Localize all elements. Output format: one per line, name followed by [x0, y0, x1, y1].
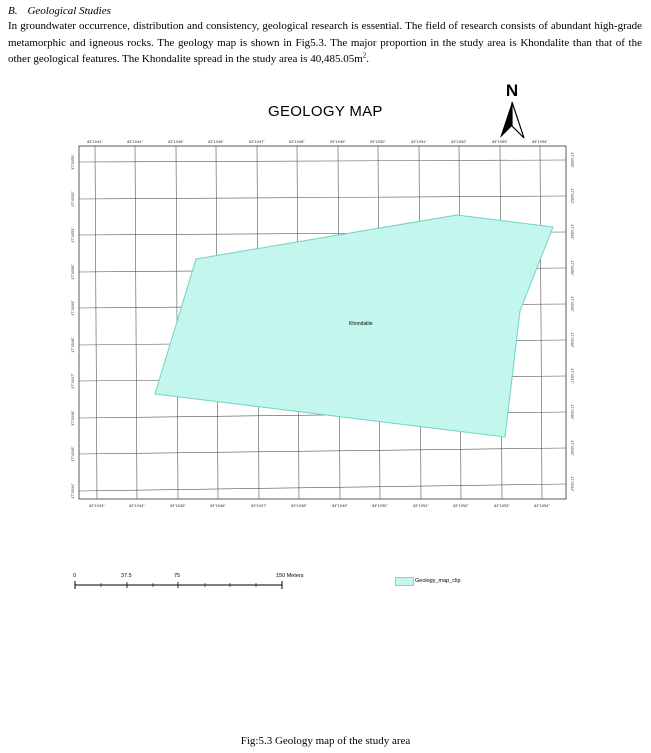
bottom-coordinate-label: 83°19'47" [251, 504, 267, 508]
bottom-coordinate-label: 83°19'51" [413, 504, 429, 508]
top-coordinate-label: 83°19'50" [370, 140, 386, 144]
top-coordinate-label: 83°19'41" [87, 140, 103, 144]
top-coordinate-label: 83°19'48" [289, 140, 305, 144]
paragraph-superscript: 2 [362, 51, 367, 60]
left-coordinate-label: 17°43'50" [71, 264, 75, 280]
left-coordinate-label: 17°43'47" [71, 373, 75, 389]
left-coordinate-label: 17°43'44" [71, 483, 75, 499]
bottom-coordinate-label: 83°19'43" [89, 504, 105, 508]
top-coordinate-label: 83°19'53" [492, 140, 508, 144]
left-coordinate-label: 17°43'46" [71, 410, 75, 426]
paragraph-text: In groundwater occurrence, distribution and consistency, geological research is essential. The field of research consists of abundant high-grade metamorphic and igneous rocks. The geology map is shown in Fig5.3. The major proportion in the study area is Khondalite than that of the other geological features. The Khondalite spread in the study area is 40,485.05m [8, 20, 642, 65]
graticule-parallel [79, 484, 566, 491]
top-coordinate-label: 83°19'47" [249, 140, 265, 144]
right-coordinate-label: 17°43'53" [570, 152, 574, 168]
bottom-coordinate-label: 83°19'48" [291, 504, 307, 508]
paragraph-end: . [366, 53, 369, 65]
legend-swatch [395, 577, 414, 586]
right-coordinate-label: 17°43'48" [570, 332, 574, 348]
bottom-coordinate-label: 83°19'50" [372, 504, 388, 508]
scale-label-0: 0 [73, 573, 77, 579]
north-letter: N [505, 81, 519, 100]
bottom-coordinate-label: 83°19'52" [453, 504, 469, 508]
left-coordinate-label: 17°43'53" [71, 154, 75, 170]
top-coordinate-label: 83°19'49" [330, 140, 346, 144]
graticule-meridian [540, 146, 542, 499]
figure-caption: Fig:5.3 Geology map of the study area [240, 735, 411, 747]
section-title: Geological Studies [27, 5, 111, 17]
legend-label: Geology_map_clip [415, 578, 461, 584]
top-coordinate-label: 83°19'44" [127, 140, 143, 144]
right-coordinate-label: 17°43'44" [570, 476, 574, 492]
graticule-parallel [79, 160, 566, 162]
right-coordinate-label: 17°43'49" [570, 296, 574, 312]
left-coordinate-label: 17°43'48" [71, 337, 75, 353]
scale-label-150: 150 Meters [276, 573, 304, 579]
right-coordinate-label: 17°43'52" [570, 188, 574, 204]
top-coordinate-label: 83°19'54" [532, 140, 548, 144]
left-coordinate-label: 17°43'51" [71, 227, 75, 243]
right-coordinate-label: 17°43'46" [570, 404, 574, 420]
scale-bar [75, 581, 282, 589]
right-coordinate-label: 17°43'47" [570, 368, 574, 384]
graticule-parallel [79, 448, 566, 454]
bottom-coordinate-label: 83°19'46" [210, 504, 226, 508]
right-coordinate-label: 17°43'51" [570, 224, 574, 240]
scale-label-37-5: 37.5 [121, 573, 132, 579]
right-coordinate-label: 17°43'50" [570, 260, 574, 276]
top-coordinate-label: 83°19'51" [411, 140, 427, 144]
bottom-coordinate-label: 83°19'54" [534, 504, 550, 508]
graticule-parallel [79, 196, 566, 199]
map-title: GEOLOGY MAP [268, 103, 383, 120]
bottom-coordinate-label: 83°19'49" [332, 504, 348, 508]
khondalite-label: Khondalite [349, 321, 373, 327]
right-coordinate-label: 17°43'45" [570, 440, 574, 456]
top-coordinate-label: 83°19'46" [168, 140, 184, 144]
top-coordinate-label: 83°19'52" [451, 140, 467, 144]
bottom-coordinate-label: 83°19'45" [170, 504, 186, 508]
section-number: B. [8, 5, 18, 17]
top-coordinate-label: 83°19'46" [208, 140, 224, 144]
scale-label-75: 75 [174, 573, 181, 579]
bottom-coordinate-label: 83°19'44" [129, 504, 145, 508]
left-coordinate-label: 17°43'45" [71, 446, 75, 462]
left-coordinate-label: 17°43'52" [71, 191, 75, 207]
left-coordinate-label: 17°43'49" [71, 300, 75, 316]
bottom-coordinate-label: 83°19'53" [494, 504, 510, 508]
